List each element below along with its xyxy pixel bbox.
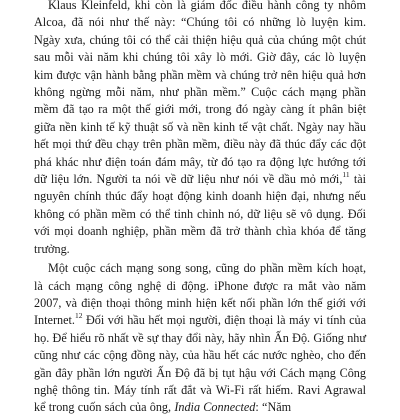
- paragraph-2-text-c: : “Năm: [255, 400, 292, 415]
- paragraph-1-text-a: Klaus Kleinfeld, khi còn là giám đốc điều hành công ty nhôm Alcoa, đã nói như thế này: “Chúng tôi có những lò luyện kim. Ngày xưa, chúng tôi có thể cải thiện hiệu quả của chúng một chút sau mỗi vài năm khi chúng tôi xây lò mới. Giờ đây, các lò luyện kim được vận hành bằng phần mềm và chúng trở nên hiệu quả hơn không ngừng mỗi năm, như phần mềm.” Cuộc cách mạng phần mềm đã tạo ra một thế giới mới, trong đó ngày càng ít phân biệt giữa nền kinh tế kỹ thuật số và nền kinh tế vật chất. Ngày nay hầu hết mọi thứ đều chạy trên phần mềm, điều này đã thúc đẩy các đột phá khác như điện toán đám mây, từ đó tạo ra động lực hướng tới dữ liệu lớn. Người ta nói về dữ liệu như nói về dầu mỏ mới,: [34, 0, 366, 187]
- book-title: India Connected: [174, 400, 256, 415]
- footnote-marker-12: 12: [74, 311, 83, 321]
- paragraph-2-text-b: Đối với hầu hết mọi người, điện thoại là máy vi tính của họ. Để hiểu rõ nhất về sự thay đổi này, hãy nhìn Ấn Độ. Giống như cũng như các cộng đồng này, của hầu hết các nước nghèo, cho đến gần đây phần lớn người Ấn Độ đã bị tụt hậu với Cách mạng Công nghệ thông tin. Máy tính rất đắt và Wi-Fi rất hiếm. Ravi Agrawal kể trong cuốn sách của ông,: [34, 313, 366, 415]
- paragraph-1-text-b: tài nguyên chính thúc đẩy hoạt động kinh doanh hiện đại, nhưng nếu không có phần mềm có thể tinh chỉnh nó, dữ liệu sẽ vô dụng. Đối với mọi doanh nghiệp, phần mềm đã trở thành chìa khóa để tăng trưởng.: [34, 172, 366, 256]
- paragraph-1: [34, 0, 366, 258]
- paragraph-2: [34, 260, 366, 417]
- footnote-marker-11: 11: [342, 170, 350, 179]
- paragraph-2-text-a: Một cuộc cách mạng song song, cũng do phần mềm kích hoạt, là cách mạng công nghệ di động. iPhone được ra mắt vào năm 2007, và điện thoại thông minh hiện kết nối phần lớn thế giới với Internet.: [34, 261, 366, 328]
